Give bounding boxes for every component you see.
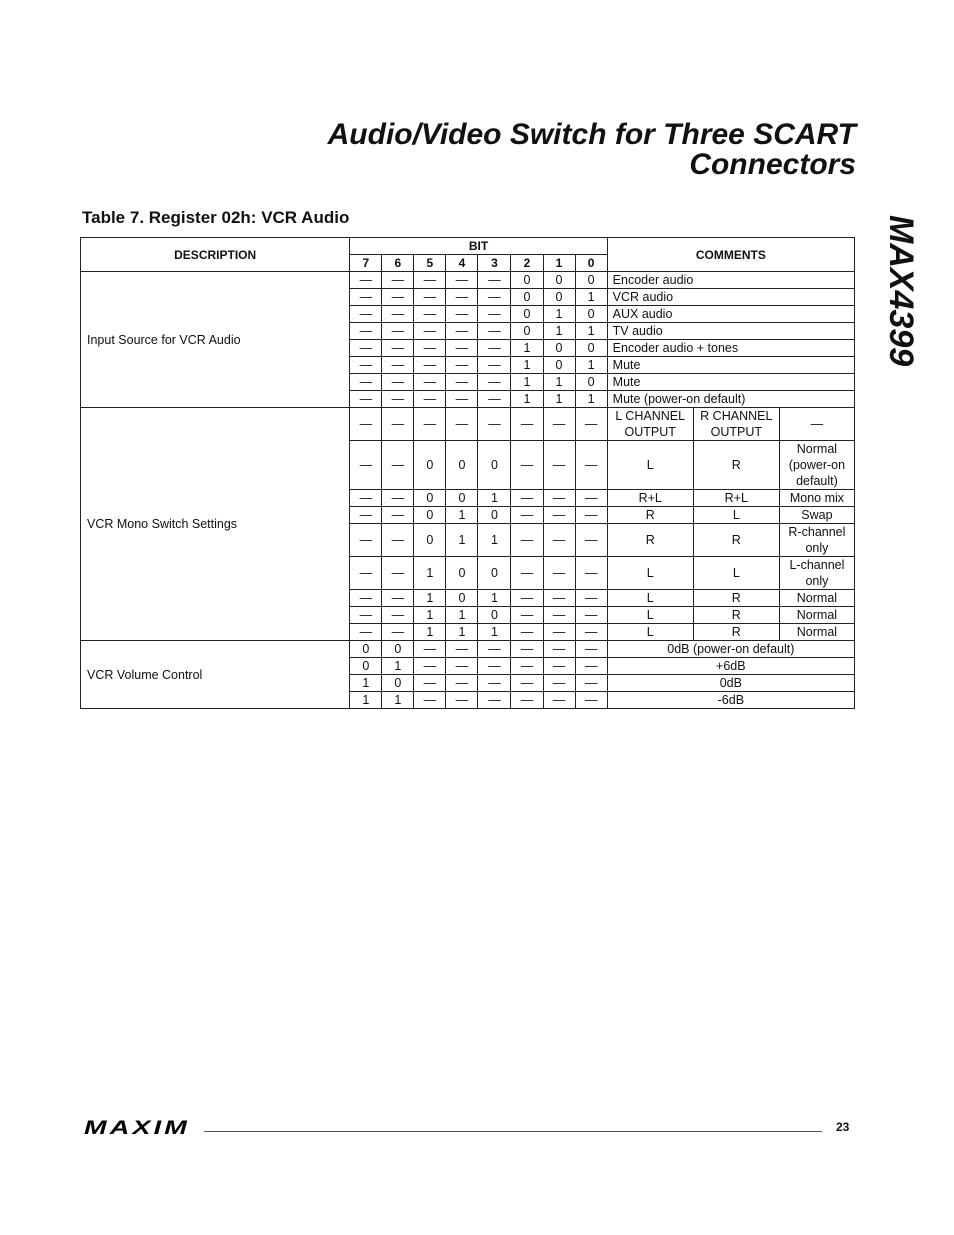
- bit-cell: —: [543, 658, 575, 675]
- bit-cell: —: [350, 524, 382, 557]
- bit-cell: —: [446, 675, 478, 692]
- comment-cell: Mute (power-on default): [607, 391, 854, 408]
- bit-cell: —: [382, 490, 414, 507]
- bit-header: BIT: [350, 238, 607, 255]
- bit-cell: —: [511, 408, 543, 441]
- bit-cell: —: [382, 507, 414, 524]
- bit-cell: 1: [543, 306, 575, 323]
- bit-cell: —: [382, 441, 414, 490]
- bit-cell: —: [511, 490, 543, 507]
- bit-0-header: 0: [575, 255, 607, 272]
- bit-cell: 1: [575, 391, 607, 408]
- bit-cell: —: [478, 340, 511, 357]
- bit-cell: —: [543, 607, 575, 624]
- bit-cell: —: [414, 272, 446, 289]
- register-table: [80, 237, 855, 709]
- bit-cell: 1: [575, 289, 607, 306]
- r-channel-cell: L: [693, 557, 779, 590]
- input-source-description: Input Source for VCR Audio: [81, 272, 350, 408]
- bit-cell: —: [575, 557, 607, 590]
- bit-cell: —: [511, 658, 543, 675]
- bit-cell: —: [382, 624, 414, 641]
- bit-cell: —: [478, 408, 511, 441]
- comment-cell: Encoder audio: [607, 272, 854, 289]
- bit-cell: —: [575, 524, 607, 557]
- comment-cell: 0dB (power-on default): [607, 641, 854, 658]
- bit-cell: —: [382, 289, 414, 306]
- mode-note-cell: Normal: [779, 590, 854, 607]
- bit-cell: —: [478, 357, 511, 374]
- bit-cell: 1: [478, 624, 511, 641]
- mono-switch-row: [81, 408, 855, 441]
- bit-cell: —: [543, 524, 575, 557]
- bit-cell: —: [511, 524, 543, 557]
- bit-cell: —: [350, 557, 382, 590]
- bit-cell: 1: [543, 374, 575, 391]
- bit-cell: —: [511, 641, 543, 658]
- bit-5-header: 5: [414, 255, 446, 272]
- mono-switch-description: VCR Mono Switch Settings: [81, 408, 350, 641]
- bit-cell: 0: [446, 557, 478, 590]
- r-channel-cell: R: [693, 524, 779, 557]
- svg-text:MAXIM: MAXIM: [84, 1119, 190, 1136]
- bit-cell: —: [350, 357, 382, 374]
- bit-cell: 0: [382, 675, 414, 692]
- bit-cell: —: [575, 624, 607, 641]
- bit-cell: 0: [382, 641, 414, 658]
- volume-row: [81, 641, 855, 658]
- bit-cell: 1: [350, 675, 382, 692]
- bit-cell: —: [511, 624, 543, 641]
- bit-7-header: 7: [350, 255, 382, 272]
- comment-cell: 0dB: [607, 675, 854, 692]
- bit-cell: —: [382, 340, 414, 357]
- bit-cell: —: [543, 490, 575, 507]
- comment-cell: TV audio: [607, 323, 854, 340]
- bit-cell: —: [446, 323, 478, 340]
- bit-cell: 0: [575, 340, 607, 357]
- bit-cell: —: [446, 408, 478, 441]
- bit-cell: —: [478, 374, 511, 391]
- bit-cell: —: [446, 357, 478, 374]
- bit-cell: —: [414, 641, 446, 658]
- bit-cell: —: [575, 675, 607, 692]
- bit-cell: —: [478, 391, 511, 408]
- bit-cell: 0: [543, 340, 575, 357]
- bit-cell: —: [446, 374, 478, 391]
- bit-cell: —: [414, 692, 446, 709]
- comment-cell: +6dB: [607, 658, 854, 675]
- r-channel-cell: R: [693, 441, 779, 490]
- bit-cell: 0: [446, 590, 478, 607]
- bit-cell: —: [350, 340, 382, 357]
- table-title: Table 7. Register 02h: VCR Audio: [82, 208, 350, 227]
- bit-cell: —: [350, 441, 382, 490]
- maxim-logo: [84, 1119, 192, 1136]
- bit-cell: 1: [414, 607, 446, 624]
- comment-cell: Mute: [607, 357, 854, 374]
- l-channel-cell: R+L: [607, 490, 693, 507]
- bit-cell: —: [446, 391, 478, 408]
- bit-cell: —: [543, 557, 575, 590]
- bit-cell: —: [478, 675, 511, 692]
- description-header: DESCRIPTION: [81, 238, 350, 272]
- comments-header: COMMENTS: [607, 238, 854, 272]
- bit-cell: —: [414, 357, 446, 374]
- bit-cell: 0: [414, 441, 446, 490]
- bit-cell: 0: [575, 374, 607, 391]
- bit-cell: —: [350, 490, 382, 507]
- header-row-1: [81, 238, 855, 255]
- bit-cell: —: [414, 408, 446, 441]
- mode-note-cell: Swap: [779, 507, 854, 524]
- part-number-text: MAX4399: [882, 215, 920, 367]
- bit-cell: 1: [511, 357, 543, 374]
- bit-6-header: 6: [382, 255, 414, 272]
- bit-cell: —: [478, 272, 511, 289]
- l-channel-cell: R: [607, 507, 693, 524]
- bit-cell: 0: [511, 272, 543, 289]
- bit-cell: —: [414, 675, 446, 692]
- bit-cell: —: [543, 507, 575, 524]
- bit-cell: 0: [350, 641, 382, 658]
- part-number-side-label: [880, 215, 922, 375]
- bit-cell: —: [382, 374, 414, 391]
- l-channel-cell: L: [607, 557, 693, 590]
- bit-cell: 0: [478, 557, 511, 590]
- bit-cell: 0: [575, 272, 607, 289]
- bit-cell: 1: [543, 391, 575, 408]
- mode-note-cell: Normal (power-on default): [779, 441, 854, 490]
- bit-cell: —: [446, 340, 478, 357]
- bit-cell: —: [511, 441, 543, 490]
- bit-cell: —: [478, 658, 511, 675]
- bit-cell: 1: [575, 357, 607, 374]
- bit-cell: 0: [446, 441, 478, 490]
- input-source-row: [81, 272, 855, 289]
- bit-cell: —: [382, 391, 414, 408]
- bit-cell: 0: [478, 607, 511, 624]
- bit-cell: —: [382, 590, 414, 607]
- bit-cell: —: [382, 607, 414, 624]
- bit-cell: 1: [382, 658, 414, 675]
- l-channel-cell: L: [607, 590, 693, 607]
- bit-cell: —: [478, 692, 511, 709]
- document-title: [328, 120, 856, 180]
- bit-cell: —: [350, 306, 382, 323]
- bit-cell: 0: [478, 507, 511, 524]
- bit-cell: —: [575, 590, 607, 607]
- bit-cell: —: [446, 692, 478, 709]
- bit-cell: 1: [478, 490, 511, 507]
- bit-cell: 1: [414, 590, 446, 607]
- bit-cell: —: [414, 658, 446, 675]
- bit-cell: —: [382, 306, 414, 323]
- bit-cell: —: [446, 641, 478, 658]
- bit-cell: —: [478, 306, 511, 323]
- r-channel-cell: L: [693, 507, 779, 524]
- bit-cell: —: [575, 441, 607, 490]
- bit-cell: 0: [414, 507, 446, 524]
- bit-cell: —: [350, 507, 382, 524]
- bit-cell: —: [414, 391, 446, 408]
- r-channel-cell: R: [693, 590, 779, 607]
- bit-cell: —: [350, 289, 382, 306]
- bit-cell: —: [446, 658, 478, 675]
- comment-cell: Encoder audio + tones: [607, 340, 854, 357]
- register-table-body: [81, 272, 855, 709]
- bit-cell: —: [478, 641, 511, 658]
- bit-cell: —: [446, 272, 478, 289]
- bit-cell: —: [414, 289, 446, 306]
- bit-cell: 0: [543, 357, 575, 374]
- mode-note-cell: Normal: [779, 607, 854, 624]
- comment-cell: -6dB: [607, 692, 854, 709]
- bit-cell: 1: [414, 624, 446, 641]
- bit-cell: —: [350, 408, 382, 441]
- bit-cell: —: [446, 289, 478, 306]
- bit-cell: 0: [511, 289, 543, 306]
- l-channel-cell: L: [607, 441, 693, 490]
- bit-cell: —: [414, 374, 446, 391]
- l-channel-cell: L: [607, 607, 693, 624]
- bit-cell: —: [350, 323, 382, 340]
- bit-cell: —: [511, 557, 543, 590]
- bit-cell: —: [382, 323, 414, 340]
- bit-cell: 1: [543, 323, 575, 340]
- bit-cell: —: [543, 675, 575, 692]
- mode-note-cell: L-channel only: [779, 557, 854, 590]
- bit-cell: —: [382, 557, 414, 590]
- bit-cell: 1: [478, 524, 511, 557]
- bit-cell: 0: [511, 306, 543, 323]
- bit-cell: —: [543, 692, 575, 709]
- bit-cell: —: [382, 408, 414, 441]
- comment-cell: VCR audio: [607, 289, 854, 306]
- bit-cell: —: [350, 374, 382, 391]
- bit-cell: —: [543, 641, 575, 658]
- bit-cell: 1: [414, 557, 446, 590]
- mode-note-cell: Mono mix: [779, 490, 854, 507]
- bit-cell: 1: [446, 507, 478, 524]
- bit-1-header: 1: [543, 255, 575, 272]
- r-channel-cell: R: [693, 607, 779, 624]
- bit-cell: —: [414, 340, 446, 357]
- bit-cell: 0: [350, 658, 382, 675]
- bit-cell: —: [511, 692, 543, 709]
- bit-cell: 0: [414, 524, 446, 557]
- bit-cell: 0: [575, 306, 607, 323]
- bit-cell: —: [511, 590, 543, 607]
- bit-cell: —: [350, 272, 382, 289]
- bit-cell: 1: [511, 374, 543, 391]
- bit-cell: —: [575, 641, 607, 658]
- bit-cell: —: [382, 524, 414, 557]
- mode-note-cell: —: [779, 408, 854, 441]
- bit-cell: —: [414, 323, 446, 340]
- bit-cell: 1: [511, 391, 543, 408]
- comment-cell: AUX audio: [607, 306, 854, 323]
- page-number: 23: [836, 1120, 850, 1134]
- bit-cell: —: [414, 306, 446, 323]
- bit-cell: 0: [478, 441, 511, 490]
- comment-cell: Mute: [607, 374, 854, 391]
- bit-cell: —: [478, 323, 511, 340]
- bit-cell: —: [446, 306, 478, 323]
- bit-cell: —: [543, 624, 575, 641]
- bit-cell: —: [382, 272, 414, 289]
- bit-cell: —: [350, 607, 382, 624]
- l-channel-cell: R: [607, 524, 693, 557]
- bit-cell: —: [543, 408, 575, 441]
- bit-cell: —: [575, 490, 607, 507]
- bit-cell: —: [350, 624, 382, 641]
- bit-2-header: 2: [511, 255, 543, 272]
- bit-cell: 0: [414, 490, 446, 507]
- l-channel-cell: L CHANNEL OUTPUT: [607, 408, 693, 441]
- r-channel-cell: R: [693, 624, 779, 641]
- mode-note-cell: R-channel only: [779, 524, 854, 557]
- r-channel-cell: R+L: [693, 490, 779, 507]
- mode-note-cell: Normal: [779, 624, 854, 641]
- bit-cell: 1: [575, 323, 607, 340]
- bit-cell: —: [511, 607, 543, 624]
- bit-cell: —: [543, 441, 575, 490]
- footer-rule: [204, 1131, 822, 1132]
- bit-cell: 1: [350, 692, 382, 709]
- bit-cell: 1: [511, 340, 543, 357]
- bit-cell: 0: [446, 490, 478, 507]
- bit-cell: 0: [543, 289, 575, 306]
- l-channel-cell: L: [607, 624, 693, 641]
- document-title-line1: Audio/Video Switch for Three SCART: [327, 118, 856, 151]
- bit-cell: —: [511, 675, 543, 692]
- bit-cell: —: [575, 507, 607, 524]
- bit-cell: 1: [478, 590, 511, 607]
- bit-cell: —: [511, 507, 543, 524]
- bit-cell: —: [543, 590, 575, 607]
- bit-cell: 1: [446, 607, 478, 624]
- bit-cell: 1: [446, 624, 478, 641]
- bit-cell: —: [350, 391, 382, 408]
- bit-cell: 0: [543, 272, 575, 289]
- bit-cell: —: [575, 408, 607, 441]
- bit-cell: —: [350, 590, 382, 607]
- r-channel-cell: R CHANNEL OUTPUT: [693, 408, 779, 441]
- bit-3-header: 3: [478, 255, 511, 272]
- bit-cell: 0: [511, 323, 543, 340]
- bit-cell: —: [575, 692, 607, 709]
- bit-cell: 1: [382, 692, 414, 709]
- bit-cell: —: [382, 357, 414, 374]
- bit-cell: —: [478, 289, 511, 306]
- bit-cell: —: [575, 658, 607, 675]
- document-title-line2: Connectors: [689, 148, 856, 181]
- bit-cell: —: [575, 607, 607, 624]
- volume-description: VCR Volume Control: [81, 641, 350, 709]
- bit-4-header: 4: [446, 255, 478, 272]
- bit-cell: 1: [446, 524, 478, 557]
